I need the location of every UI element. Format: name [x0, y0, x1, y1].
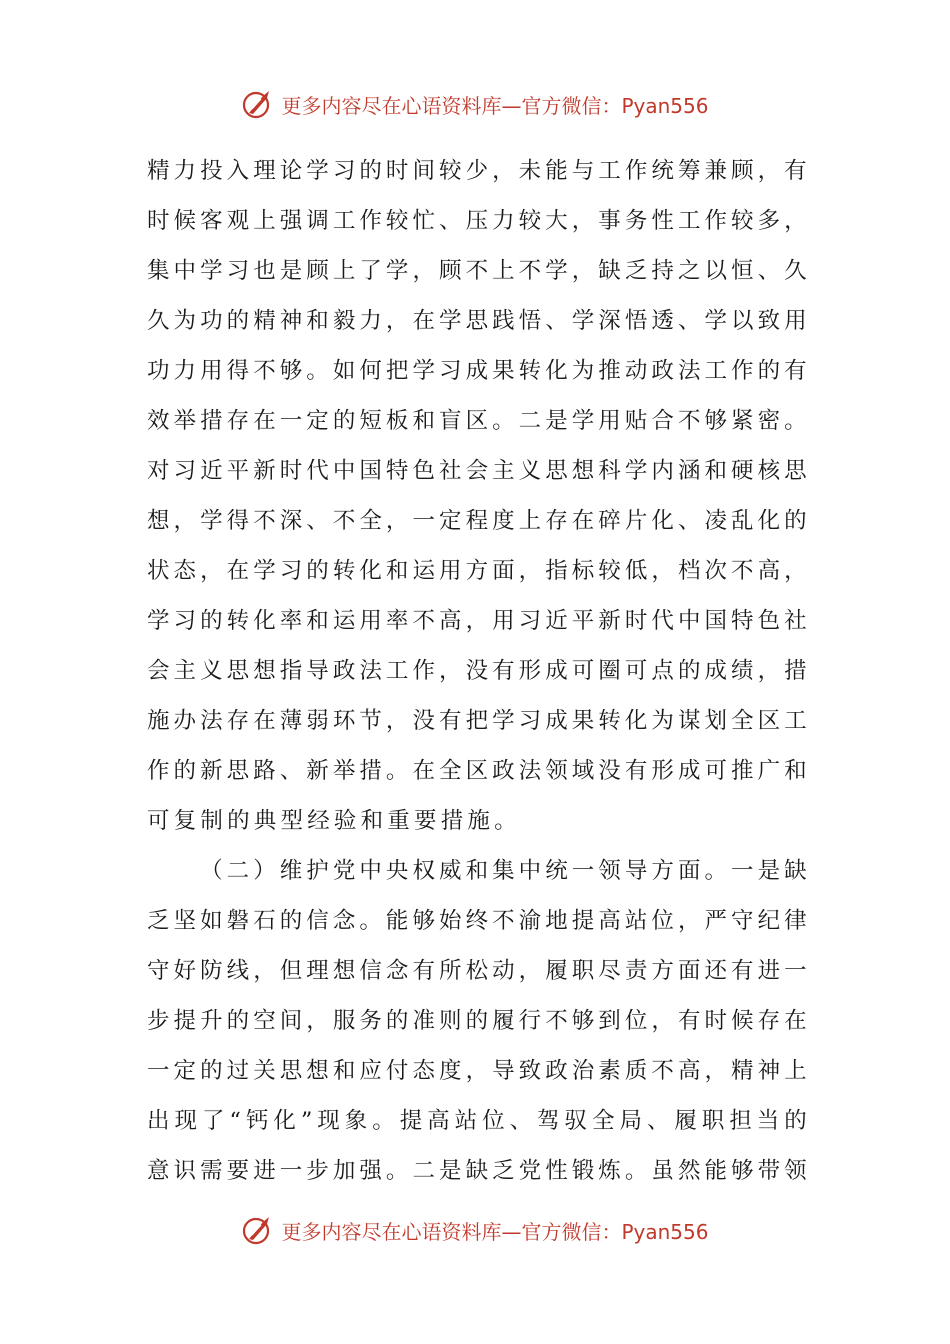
text-line: 精 力 投 入 理 论 学 习 的 时 间 较 少 ， 未 能 与 工 作 统 筹 兼 顾 ， 有 [147, 158, 807, 184]
header-watermark [0, 84, 950, 124]
text-line: 出 现 了 “ 钙 化 ” 现 象 。 提 高 站 位 、 驾 驭 全 局 、 履 职 担 当 的 [147, 1108, 807, 1134]
text-line: 学 习 的 转 化 率 和 运 用 率 不 高 ， 用 习 近 平 新 时 代 中 国 特 色 社 [147, 608, 807, 634]
text-line: 状 态 ， 在 学 习 的 转 化 和 运 用 方 面 ， 指 标 较 低 ， 档 次 不 高 ， [147, 558, 807, 584]
document-body [147, 146, 807, 1196]
text-line: 乏 坚 如 磐 石 的 信 念 。 能 够 始 终 不 渝 地 提 高 站 位 ， 严 守 纪 律 [147, 908, 807, 934]
footer-watermark [0, 1210, 950, 1250]
text-line: 久 为 功 的 精 神 和 毅 力 ， 在 学 思 践 悟 、 学 深 悟 透 、 学 以 致 用 [147, 308, 807, 334]
text-line: （ 二 ） 维 护 党 中 央 权 威 和 集 中 统 一 领 导 方 面 。 一 是 缺 [200, 858, 807, 884]
text-line: 会 主 义 思 想 指 导 政 法 工 作 ， 没 有 形 成 可 圈 可 点 的 成 绩 ， 措 [147, 658, 807, 684]
text-line: 时 候 客 观 上 强 调 工 作 较 忙 、 压 力 较 大 ， 事 务 性 工 作 较 多 ， [147, 208, 807, 234]
text-line: 集 中 学 习 也 是 顾 上 了 学 ， 顾 不 上 不 学 ， 缺 乏 持 之 以 恒 、 久 [147, 258, 807, 284]
quill-pen-icon [241, 87, 275, 121]
text-line: 一 定 的 过 关 思 想 和 应 付 态 度 ， 导 致 政 治 素 质 不 高 ， 精 神 上 [147, 1058, 807, 1084]
text-line: 作 的 新 思 路 、 新 举 措 。 在 全 区 政 法 领 域 没 有 形 成 可 推 广 和 [147, 758, 807, 784]
text-line: 守 好 防 线 ， 但 理 想 信 念 有 所 松 动 ， 履 职 尽 责 方 面 还 有 进 一 [147, 958, 807, 984]
text-line: 施 办 法 存 在 薄 弱 环 节 ， 没 有 把 学 习 成 果 转 化 为 谋 划 全 区 工 [147, 708, 807, 734]
text-line: 可复制的典型经验和重要措施。 [147, 808, 521, 834]
watermark-text: 更多内容尽在心语资料库—官方微信：Pyan556 [281, 1219, 709, 1244]
text-line: 效 举 措 存 在 一 定 的 短 板 和 盲 区 。 二 是 学 用 贴 合 不 够 紧 密 。 [147, 408, 807, 434]
text-line: 对 习 近 平 新 时 代 中 国 特 色 社 会 主 义 思 想 科 学 内 涵 和 硬 核 思 [147, 458, 807, 484]
text-line: 想 ， 学 得 不 深 、 不 全 ， 一 定 程 度 上 存 在 碎 片 化 、 凌 乱 化 的 [147, 508, 807, 534]
watermark-text: 更多内容尽在心语资料库—官方微信：Pyan556 [281, 93, 709, 118]
text-line: 功 力 用 得 不 够 。 如 何 把 学 习 成 果 转 化 为 推 动 政 法 工 作 的 有 [147, 358, 807, 384]
text-line: 步 提 升 的 空 间 ， 服 务 的 准 则 的 履 行 不 够 到 位 ， 有 时 候 存 在 [147, 1008, 807, 1034]
text-line: 意 识 需 要 进 一 步 加 强 。 二 是 缺 乏 党 性 锻 炼 。 虽 然 能 够 带 领 [147, 1158, 807, 1184]
quill-pen-icon [241, 1213, 275, 1247]
